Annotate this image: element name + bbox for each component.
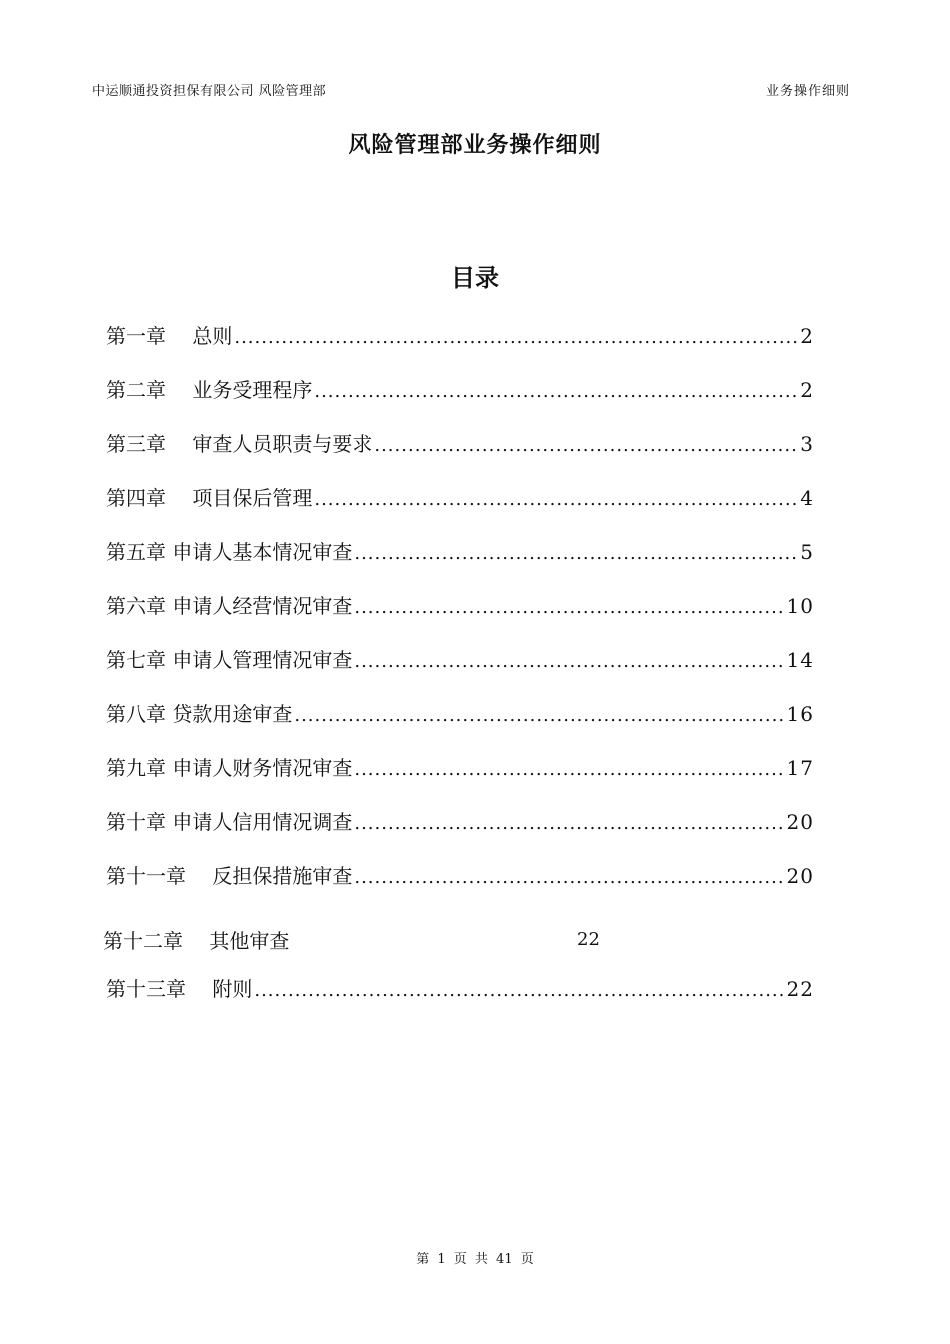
toc-entry-title: 第五章 申请人基本情况审查 — [106, 540, 353, 564]
toc-entry-title: 第三章 审查人员职责与要求 — [106, 432, 373, 456]
toc-entry-page: 5 — [800, 540, 814, 564]
toc-dot-leader — [354, 651, 784, 672]
toc-entry-page: 20 — [786, 864, 814, 888]
toc-entry[interactable] — [106, 428, 814, 458]
toc-dot-leader — [374, 435, 798, 456]
toc-entry-title: 第十三章 附则 — [106, 977, 253, 1001]
toc-entry[interactable] — [106, 698, 814, 728]
toc-dot-leader — [234, 327, 798, 348]
toc-entry-unformatted-page: 22 — [577, 929, 600, 950]
toc-entry-title: 第四章 项目保后管理 — [106, 486, 313, 510]
toc-dot-leader — [254, 980, 784, 1001]
toc-entry[interactable] — [106, 806, 814, 836]
toc-entry-page: 16 — [786, 702, 814, 726]
toc-entry-page: 10 — [786, 594, 814, 618]
toc-entry-page: 22 — [786, 977, 814, 1001]
toc-entry-page: 2 — [800, 324, 814, 348]
toc-entry-title: 第八章 贷款用途审查 — [106, 702, 293, 726]
toc-entry[interactable] — [106, 973, 814, 1003]
toc-entry[interactable] — [106, 752, 814, 782]
toc-entry-page: 14 — [786, 648, 814, 672]
header-company-department: 中运顺通投资担保有限公司 风险管理部 — [92, 84, 327, 99]
toc-entry-page: 17 — [786, 756, 814, 780]
toc-entry-page: 20 — [786, 810, 814, 834]
toc-dot-leader — [354, 759, 784, 780]
toc-entry-title: 第十一章 反担保措施审查 — [106, 864, 353, 888]
toc-entry-title: 第六章 申请人经营情况审查 — [106, 594, 353, 618]
toc-dot-leader — [294, 705, 784, 726]
toc-entry-page: 2 — [800, 378, 814, 402]
toc-entry-title: 第九章 申请人财务情况审查 — [106, 756, 353, 780]
toc-entry-page: 4 — [800, 486, 814, 510]
toc-dot-leader — [314, 381, 798, 402]
toc-entry[interactable] — [106, 644, 814, 674]
toc-entry-title: 第十章 申请人信用情况调查 — [106, 810, 353, 834]
toc-entry-title: 第七章 申请人管理情况审查 — [106, 648, 353, 672]
header-document-type: 业务操作细则 — [765, 84, 850, 99]
toc-entry[interactable] — [106, 482, 814, 512]
toc-dot-leader — [354, 597, 784, 618]
toc-entry[interactable] — [106, 374, 814, 404]
toc-dot-leader — [354, 813, 784, 834]
toc-entry-page: 3 — [800, 432, 814, 456]
toc-entry-title: 第一章 总则 — [106, 324, 233, 348]
toc-entry[interactable] — [106, 590, 814, 620]
toc-entry[interactable] — [106, 860, 814, 890]
toc-entry[interactable] — [106, 536, 814, 566]
toc-entry-title: 第二章 业务受理程序 — [106, 378, 313, 402]
toc-dot-leader — [314, 489, 798, 510]
toc-heading: 目录 — [451, 263, 499, 292]
toc-entry-unformatted-title[interactable]: 第十二章 其他审查 — [103, 929, 290, 953]
toc-dot-leader — [354, 543, 798, 564]
toc-entry[interactable] — [106, 320, 814, 350]
toc-dot-leader — [354, 867, 784, 888]
document-title: 风险管理部业务操作细则 — [348, 132, 602, 158]
page-number-footer: 第 1 页 共 41 页 — [416, 1252, 534, 1267]
